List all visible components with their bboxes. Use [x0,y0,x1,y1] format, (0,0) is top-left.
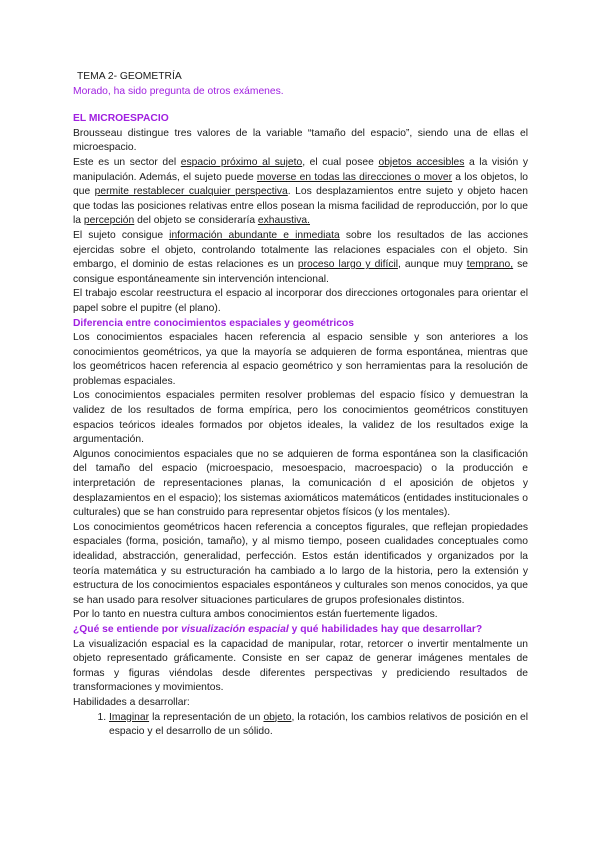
paragraph: Algunos conocimientos espaciales que no se adquieren de forma espontánea son la clasificación del tamaño del espacio (microespacio, mesoespacio, macroespacio) o la producción e interpretación de representaciones planas, la comunicación d el aposición de objetos y desplazamientos en el espacio); los sistemas axiomáticos matemáticos (entidades institucionales o culturales) que se han construido para representar objetos físicos (y los mentales). [73,448,528,519]
paragraph: Este es un sector del espacio próximo al sujeto, el cual posee objetos accesibles a la visión y manipulación. Además, el sujeto puede moverse en todas las direcciones o mover a los objetos, lo que permite restablecer cualquier perspectiva. Los desplazamientos entre sujeto y objeto hacen que todas las posiciones relativas entre ellos posean la misma facilidad de reproducción, por lo que la percepción del objeto se consideraría exhaustiva. [73,156,529,227]
paragraph: El trabajo escolar reestructura el espacio al incorporar dos direcciones ortogonales para orientar el papel sobre el pupitre (el plano). [73,288,528,314]
paragraph: Brousseau distingue tres valores de la variable “tamaño del espacio”, siendo una de ellas el microespacio. [73,127,528,154]
heading-diferencia: Diferencia entre conocimientos espaciales y geométricos [73,317,354,329]
heading-visualizacion: ¿Qué se entiende por visualización espacial y qué habilidades hay que desarrollar? [73,623,483,635]
paragraph: La visualización espacial es la capacidad de manipular, rotar, retorcer o invertir mentalmente un objeto representado gráficamente. Consiste en ser capaz de generar imágenes mentales de formas y figuras viéndolas desde diferentes perspectivas y prediciendo resultados de transformaciones y movimientos. [73,638,528,694]
paragraph: El sujeto consigue información abundante e inmediata sobre los resultados de las acciones ejercidas sobre el objeto, controlando totalmente las relaciones espaciales con el objeto. Sin embargo, el dominio de estas relaciones es un proceso largo y difícil, aunque muy temprano, se consigue espontáneamente sin intervención intencional. [73,229,529,285]
skills-list [73,711,528,740]
list-item: 1. Imaginar la representación de un objeto, la rotación, los cambios relativos de posición en el espacio y el desarrollo de un sólido. [109,711,528,740]
doc-title: TEMA 2- GEOMETRÍA [77,71,182,82]
paragraph: Los conocimientos espaciales permiten resolver problemas del espacio físico y demuestran la validez de los resultados de forma empírica, pero los conocimientos geométricos constituyen espacios teóricos ideales formados por objetos ideales, la validez de los resultados exige la argumentación. [73,390,528,446]
paragraph: Los conocimientos geométricos hacen referencia a conceptos figurales, que reflejan propiedades espaciales (forma, posición, tamaño), y al mismo tiempo, poseen cualidades conceptuales como idealidad, abstracción, generalidad, perfección. Estos están identificados y organizados por la teoría matemática y su estructuración ha cambiado a lo largo de la historia, pero la extensión y estructura de los conocimientos espaciales espontáneos y culturales son menos conocidos, ya que se han usado para resolver situaciones particulares de grupos profesionales distintos. [73,521,528,606]
document-page [73,70,528,740]
paragraph: Por lo tanto en nuestra cultura ambos conocimientos están fuertemente ligados. [73,609,438,621]
legend-note: Morado, ha sido pregunta de otros exámenes. [73,85,284,97]
paragraph: Habilidades a desarrollar: [73,696,190,708]
heading-microespacio: EL MICROESPACIO [73,113,169,125]
paragraph: Los conocimientos espaciales hacen referencia al espacio sensible y son anteriores a los conocimientos geométricos, ya que la mayoría se adquieren de forma espontánea, mientras que los geométricos hacen referencia al espacio geométrico y son herramientas para la resolución de problemas espaciales. [73,332,528,387]
